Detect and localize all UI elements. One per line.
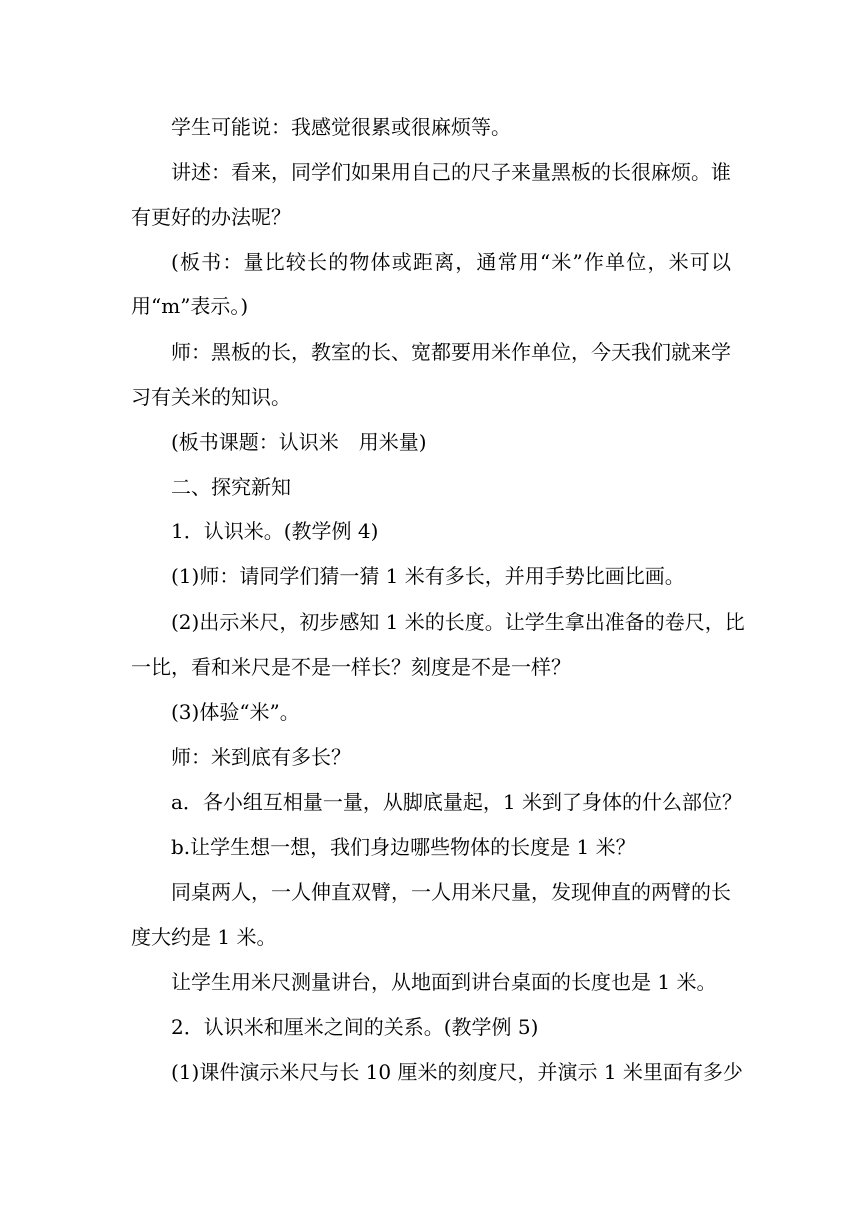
paragraph-line: (1)课件演示米尺与长 10 厘米的刻度尺，并演示 1 米里面有多少	[171, 1060, 743, 1084]
paragraph-line: 有更好的办法呢？	[131, 205, 291, 229]
paragraph-line: (3)体验“米”。	[171, 700, 300, 724]
subsection-heading: 2．认识米和厘米之间的关系。(教学例 5)	[171, 1015, 539, 1039]
paragraph-line: 让学生用米尺测量讲台，从地面到讲台桌面的长度也是 1 米。	[171, 970, 717, 994]
paragraph-line: 讲述：看来，同学们如果用自己的尺子来量黑板的长很麻烦。谁	[171, 160, 731, 184]
paragraph-line: b.让学生想一想，我们身边哪些物体的长度是 1 米？	[171, 835, 636, 859]
board-title-line: (板书课题：认识米 用米量)	[171, 430, 427, 454]
paragraph-line: 习有关米的知识。	[131, 385, 291, 409]
paragraph-line: 师：米到底有多长？	[171, 745, 351, 769]
paragraph-line: 一比，看和米尺是不是一样长？刻度是不是一样？	[131, 655, 571, 679]
board-note-line: (板书：量比较长的物体或距离，通常用“米”作单位，米可以	[171, 250, 731, 274]
section-heading: 二、探究新知	[171, 475, 291, 499]
paragraph-line: 同桌两人，一人伸直双臂，一人用米尺量，发现伸直的两臂的长	[171, 880, 731, 904]
paragraph-line: (2)出示米尺，初步感知 1 米的长度。让学生拿出准备的卷尺，比	[171, 610, 745, 634]
paragraph-line: 度大约是 1 米。	[131, 925, 277, 949]
board-note-line: 用“m”表示。)	[131, 294, 249, 318]
paragraph-line: 师：黑板的长，教室的长、宽都要用米作单位，今天我们就来学	[171, 340, 731, 364]
paragraph-line: 学生可能说：我感觉很累或很麻烦等。	[171, 115, 511, 139]
paragraph-line: a．各小组互相量一量，从脚底量起，1 米到了身体的什么部位？	[171, 790, 743, 814]
subsection-heading: 1．认识米。(教学例 4)	[171, 519, 379, 543]
paragraph-line: (1)师：请同学们猜一猜 1 米有多长，并用手势比画比画。	[171, 564, 685, 588]
